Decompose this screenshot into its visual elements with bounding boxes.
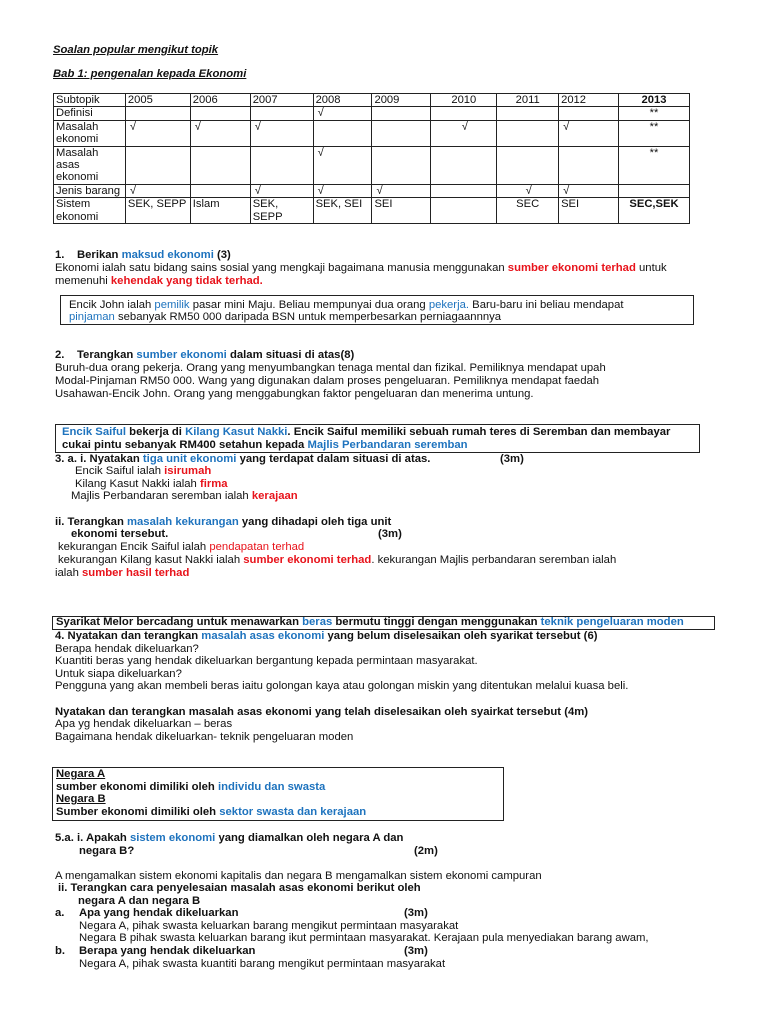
table-cell: √ [559,184,619,197]
answer-3a-line-3 [71,490,298,503]
row-label-cell: Masalah ekonomi [54,120,126,146]
table-cell: √ [313,146,372,184]
table-cell [559,107,619,120]
answer-2-line-2: Modal-Pinjaman RM50 000. Wang yang digunakan dalam proses pengeluaran. Pemiliknya mendapat faedah [55,375,600,387]
table-cell: √ [431,120,497,146]
country-b-label: Negara B [56,793,106,805]
sub-b-question: Berapa yang hendak dikeluarkan [79,945,256,957]
keyword: Kilang Kasut Nakki [185,426,288,438]
answer-4b-line-1: Apa yg hendak dikeluarkan – beras [55,718,233,730]
keyword: pinjaman [69,311,115,323]
question-text: yang terdapat dalam situasi di atas. [236,453,431,465]
question-5a-line-2: negara B? [79,845,135,857]
answer-3b-line-1 [58,541,304,554]
country-b-text [56,806,366,819]
case-text: Sumber ekonomi dimiliki oleh [56,806,220,818]
answer-text: untuk [635,262,667,274]
table-cell: SEI [372,198,431,224]
table-row [54,146,690,184]
table-header-cell: 2005 [125,94,190,107]
marks: (3m) [500,453,524,465]
table-cell: √ [250,120,313,146]
page-heading: Soalan popular mengikut topik [53,44,219,56]
answer-4-line-1: Berapa hendak dikeluarkan? [55,643,199,655]
keyword: pemilik [154,299,190,311]
table-header-cell: 2012 [559,94,619,107]
country-a-text [56,781,325,794]
table-header-cell: 2008 [313,94,372,107]
case-1-line-2 [69,311,501,324]
keyword: kehendak yang tidak terhad. [110,275,263,287]
row-label-cell: Sistem ekonomi [54,198,126,224]
table-cell [125,146,190,184]
table-cell [559,146,619,184]
question-text: ii. Terangkan [55,516,127,528]
keyword: Encik Saiful [62,426,127,438]
marks: (3m) [404,907,428,919]
keyword: individu dan swasta [217,781,326,793]
table-cell [313,120,372,146]
table-cell [497,107,559,120]
table-cell: √ [497,184,559,197]
answer-3b-line-3 [55,567,189,580]
table-header-row [54,94,690,107]
table-cell [497,120,559,146]
table-cell [618,184,689,197]
answer-text: memenuhi [55,275,111,287]
answer-4-line-3: Untuk siapa dikeluarkan? [55,668,182,680]
answer-text: kekurangan Kilang kasut Nakki ialah [58,554,244,566]
sub-a-label: a. [55,907,65,919]
table-cell [190,184,250,197]
question-number: 2. [55,349,65,361]
table-cell: √ [125,120,190,146]
question-5a [55,832,403,845]
table-cell [497,146,559,184]
table-cell [250,107,313,120]
case-text: cukai pintu sebanyak RM400 setahun kepada [62,439,308,451]
case-text: pasar mini Maju. Beliau mempunyai dua orang [189,299,429,311]
keyword: Majlis Perbandaran seremban [307,439,468,451]
case-1-line-1 [69,299,624,312]
table-cell [372,146,431,184]
table-cell: SEC,SEK [618,198,689,224]
keyword: sumber ekonomi terhad [243,554,372,566]
answer-1-line-1 [55,262,667,275]
answer-2-line-3: Usahawan-Encik John. Orang yang menggabungkan faktor pengeluaran dan menerima untung. [55,388,534,400]
keyword: teknik pengeluaran moden [540,616,684,628]
answer-text: Majlis Perbandaran seremban ialah [71,490,252,502]
table-cell [190,146,250,184]
sub-a-question: Apa yang hendak dikeluarkan [79,907,239,919]
question-text: yang diamalkan oleh negara A dan [215,832,404,844]
question-4b: Nyatakan dan terangkan masalah asas ekonomi yang telah diselesaikan oleh syairkat tersebut (4m) [55,706,589,718]
question-text: 5.a. i. Apakah [55,832,130,844]
case-text: . Encik Saiful memiliki sebuah rumah teres di Seremban dan membayar [287,426,671,438]
table-cell [250,146,313,184]
case-2-line-2 [62,439,468,452]
table-header-cell: 2013 [618,94,689,107]
case-text: Syarikat Melor bercadang untuk menawarkan [56,616,303,628]
table-row [54,184,690,197]
row-label-cell: Masalah asas ekonomi [54,146,126,184]
keyword: masalah asas ekonomi [201,630,325,642]
table-cell: √ [559,120,619,146]
answer-text: kekurangan Encik Saiful ialah [58,541,210,553]
sub-a-answer-1: Negara A, pihak swasta keluarkan barang mengikut permintaan masyarakat [79,920,459,932]
keyword: isirumah [164,465,212,477]
table-cell [372,107,431,120]
country-a-label: Negara A [56,768,106,780]
keyword: beras [302,616,333,628]
table-header-cell: 2006 [190,94,250,107]
answer-5a: A mengamalkan sistem ekonomi kapitalis dan negara B mengamalkan sistem ekonomi campuran [55,870,542,882]
answer-3b-line-2 [58,554,616,567]
question-text: yang belum diselesaikan oleh syarikat tersebut (6) [324,630,598,642]
answer-3a-line-2 [75,478,228,491]
case-text: Baru-baru ini beliau mendapat [469,299,624,311]
table-header-cell: Subtopik [54,94,126,107]
question-3a [55,453,430,466]
marks: (3m) [404,945,428,957]
keyword: pekerja. [428,299,470,311]
answer-text: Ekonomi ialah satu bidang sains sosial yang mengkaji bagaimana manusia menggunakan [55,262,508,274]
keyword: sistem ekonomi [129,832,216,844]
table-cell: √ [250,184,313,197]
answer-2-line-1: Buruh-dua orang pekerja. Orang yang menyumbangkan tenaga mental dan fizikal. Pemiliknya mendapat upah [55,362,606,374]
table-cell: √ [372,184,431,197]
question-text: yang dihadapi oleh tiga unit [238,516,392,528]
marks: (3m) [378,528,402,540]
question-3b-line-2: ekonomi tersebut. [71,528,169,540]
keyword: firma [199,478,228,490]
table-cell: √ [125,184,190,197]
case-3-line [56,616,684,629]
table-cell: SEK, SEPP [125,198,190,224]
row-label-cell: Jenis barang [54,184,126,197]
question-text: 4. Nyatakan dan terangkan [55,630,202,642]
answer-text: Encik Saiful ialah [75,465,165,477]
question-2 [55,349,354,362]
table-cell [431,107,497,120]
table-header-cell: 2009 [372,94,431,107]
table-cell [431,198,497,224]
answer-4-line-2: Kuantiti beras yang hendak dikeluarkan bergantung kepada permintaan masyarakat. [55,655,478,667]
keyword: sumber hasil terhad [82,567,190,579]
question-text: Terangkan [76,349,137,361]
table-cell [190,107,250,120]
table-header-cell: 2007 [250,94,313,107]
question-5b: ii. Terangkan cara penyelesaian masalah asas ekonomi berikut oleh [58,882,421,894]
table-cell: ** [618,146,689,184]
marks: (3) [213,249,231,261]
answer-text: ialah [55,567,83,579]
case-text: sebanyak RM50 000 daripada BSN untuk memperbesarkan perniagaannnya [114,311,502,323]
table-cell: √ [313,184,372,197]
chapter-heading: Bab 1: pengenalan kepada Ekonomi [53,68,247,80]
table-cell [431,146,497,184]
answer-text: Kilang Kasut Nakki ialah [75,478,200,490]
case-text: sumber ekonomi dimiliki oleh [56,781,218,793]
table-row [54,198,690,224]
table-row [54,107,690,120]
table-cell [431,184,497,197]
question-number: 1. [55,249,65,261]
table-row [54,120,690,146]
question-text: Berikan [76,249,122,261]
question-text: dalam situasi di atas(8) [226,349,355,361]
answer-4b-line-2: Bagaimana hendak dikeluarkan- teknik pengeluaran moden [55,731,354,743]
case-text: bekerja di [126,426,186,438]
table-cell: SEI [559,198,619,224]
table-cell [125,107,190,120]
answer-1-line-2 [55,275,263,288]
keyword: tiga unit ekonomi [142,453,237,465]
table-cell: SEK, SEPP [250,198,313,224]
table-cell: Islam [190,198,250,224]
table-cell: ** [618,107,689,120]
sub-b-answer-1: Negara A, pihak swasta kuantiti barang mengikut permintaan masyarakat [79,958,446,970]
table-cell: √ [313,107,372,120]
question-4 [55,630,598,643]
question-text: 3. a. i. Nyatakan [55,453,143,465]
case-text: bermutu tinggi dengan menggunakan [332,616,541,628]
keyword: sektor swasta dan kerajaan [219,806,367,818]
question-3b [55,516,391,529]
keyword: sumber ekonomi [136,349,227,361]
sub-b-label: b. [55,945,66,957]
table-cell [372,120,431,146]
marks: (2m) [414,845,438,857]
table-cell: √ [190,120,250,146]
answer-text: . kekurangan Majlis perbandaran seremban ialah [371,554,617,566]
keyword: sumber ekonomi terhad [507,262,636,274]
question-5b-line-2: negara A dan negara B [78,895,201,907]
sub-a-answer-2: Negara B pihak swasta keluarkan barang ikut permintaan masyarakat. Kerajaan pula menyediakan barang awam, [79,932,649,944]
table-cell: SEC [497,198,559,224]
question-1 [55,249,231,262]
row-label-cell: Definisi [54,107,126,120]
table-header-cell: 2010 [431,94,497,107]
case-2-line-1 [62,426,670,439]
table-cell: ** [618,120,689,146]
case-text: Encik John ialah [69,299,155,311]
keyword: maksud ekonomi [121,249,214,261]
answer-4-line-4: Pengguna yang akan membeli beras iaitu golongan kaya atau golongan miskin yang ditentukan melalui kuasa beli. [55,680,629,692]
answer-3a-line-1 [75,465,211,478]
table-header-cell: 2011 [497,94,559,107]
table-cell: SEK, SEI [313,198,372,224]
keyword: pendapatan terhad [209,541,305,553]
keyword: kerajaan [251,490,298,502]
topic-year-table [53,93,690,224]
keyword: masalah kekurangan [126,516,239,528]
